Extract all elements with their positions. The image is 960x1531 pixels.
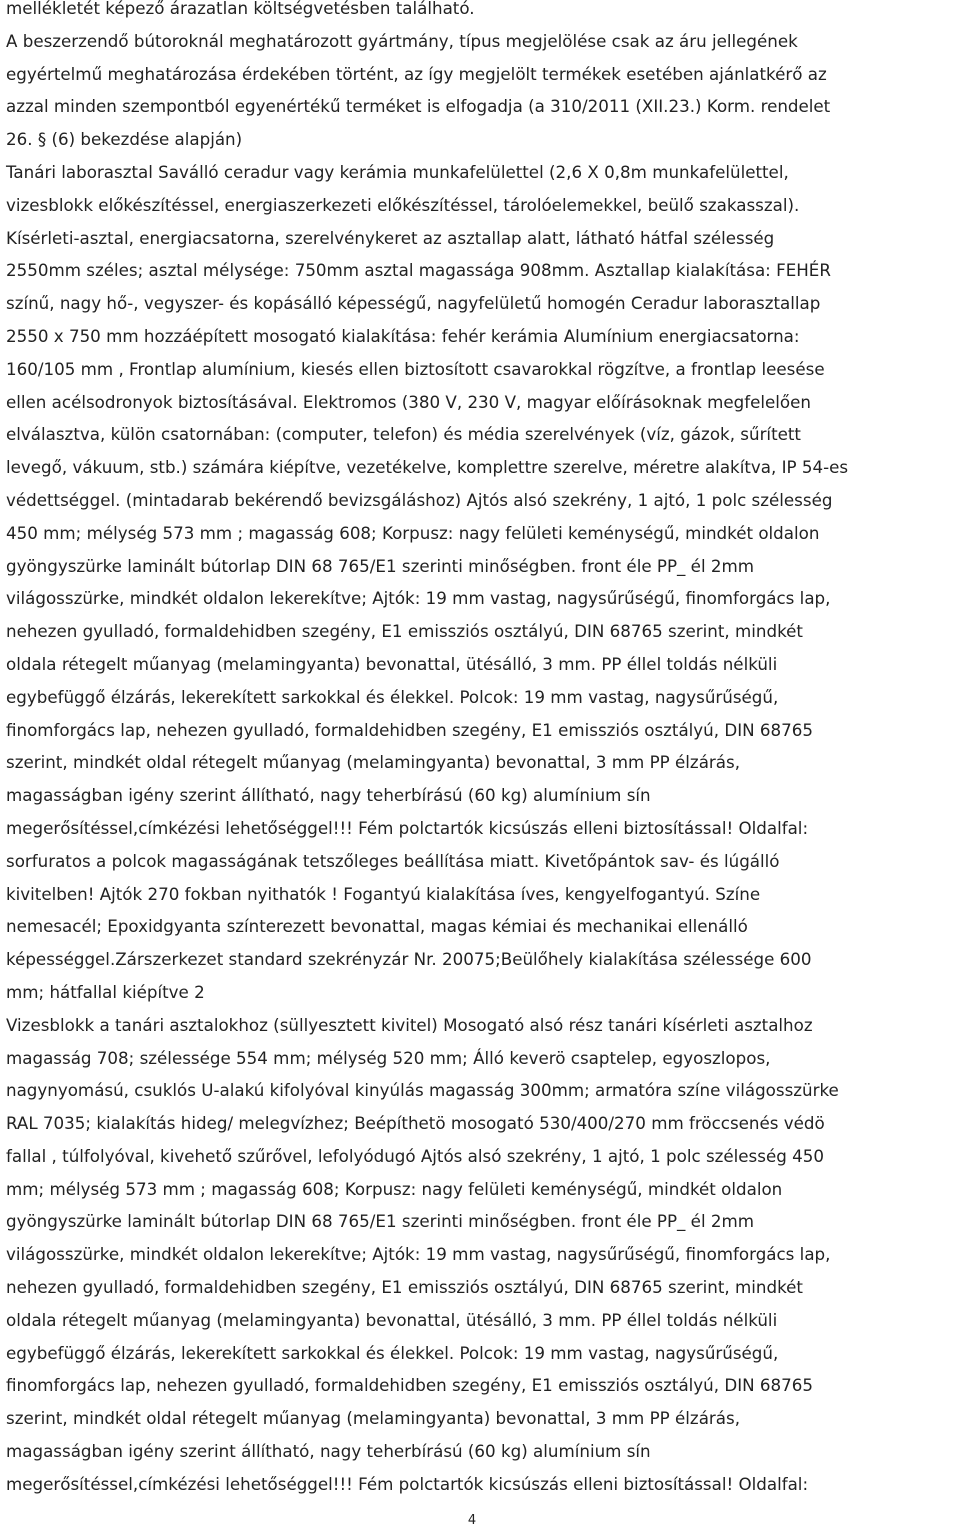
text-line: gyöngyszürke laminált bútorlap DIN 68 765/E1 szerinti minőségben. front éle PP_ él 2mm bbox=[6, 1211, 755, 1232]
text-line: elválasztva, külön csatornában: (computer, telefon) és média szerelvények (víz, gázok, sűrített bbox=[6, 424, 801, 445]
body-text bbox=[6, 0, 956, 1501]
text-line: mellékletét képező árazatlan költségvetésben található. bbox=[6, 0, 475, 18]
text-line: vizesblokk előkészítéssel, energiaszerkezeti előkészítéssel, tárolóelemekkel, beülő szakasszal). bbox=[6, 194, 800, 215]
text-line: Vizesblokk a tanári asztalokhoz (süllyesztett kivitel) Mosogató alsó rész tanári kísérleti asztalhoz bbox=[6, 1014, 813, 1035]
text-line: 2550 x 750 mm hozzáépített mosogató kialakítása: fehér kerámia Alumínium energiacsatorna: bbox=[6, 325, 800, 346]
text-line: szerint, mindkét oldal rétegelt műanyag (melamingyanta) bevonattal, 3 mm PP élzárás, bbox=[6, 752, 741, 773]
text-line: egyértelmű meghatározása érdekében történt, az így megjelölt termékek esetében ajánlatkérő az bbox=[6, 63, 827, 84]
text-line: képességgel.Zárszerkezet standard szekrényzár Nr. 20075;Beülőhely kialakítása szélessége 600 bbox=[6, 949, 812, 970]
text-line: 26. § (6) bekezdése alapján) bbox=[6, 129, 243, 150]
text-line: 160/105 mm , Frontlap alumínium, kiesés ellen biztosított csavarokkal rögzítve, a frontlap leesése bbox=[6, 358, 825, 379]
text-line: megerősítéssel,címkézési lehetőséggel!!! Fém polctartók kicsúszás elleni biztosítással! Oldalfal: bbox=[6, 1473, 809, 1494]
text-line: magasság 708; szélessége 554 mm; mélység 520 mm; Álló keverö csaptelep, egyoszlopos, bbox=[6, 1047, 771, 1068]
text-line: 2550mm széles; asztal mélysége: 750mm asztal magassága 908mm. Asztallap kialakítása: FEHÉR bbox=[6, 260, 831, 281]
text-line: nehezen gyulladó, formaldehidben szegény, E1 emissziós osztályú, DIN 68765 szerint, mindkét bbox=[6, 621, 803, 642]
text-line: finomforgács lap, nehezen gyulladó, formaldehidben szegény, E1 emissziós osztályú, DIN 68765 bbox=[6, 1375, 814, 1396]
text-line: világosszürke, mindkét oldalon lekerekítve; Ajtók: 19 mm vastag, nagysűrűségű, finomforgács lap, bbox=[6, 588, 831, 609]
text-line: sorfuratos a polcok magasságának tetszőleges beállítása miatt. Kivetőpántok sav- és lúgálló bbox=[6, 850, 780, 871]
text-line: védettséggel. (mintadarab bekérendő bevizsgáláshoz) Ajtós alsó szekrény, 1 ajtó, 1 polc szélesség bbox=[6, 489, 833, 510]
text-line: egybefüggő élzárás, lekerekített sarkokkal és élekkel. Polcok: 19 mm vastag, nagysűrűségű, bbox=[6, 1342, 779, 1363]
text-line: szerint, mindkét oldal rétegelt műanyag (melamingyanta) bevonattal, 3 mm PP élzárás, bbox=[6, 1408, 741, 1429]
text-line: fallal , túlfolyóval, kivehető szűrővel, lefolyódugó Ajtós alsó szekrény, 1 ajtó, 1 polc szélesség 450 bbox=[6, 1145, 824, 1166]
text-line: Kísérleti-asztal, energiacsatorna, szerelvénykeret az asztallap alatt, látható hátfal szélesség bbox=[6, 227, 775, 248]
text-line: oldala rétegelt műanyag (melamingyanta) bevonattal, ütésálló, 3 mm. PP éllel toldás nélküli bbox=[6, 653, 778, 674]
text-line: 450 mm; mélység 573 mm ; magasság 608; Korpusz: nagy felületi keménységű, mindkét oldalon bbox=[6, 522, 820, 543]
text-line: nagynyomású, csuklós U-alakú kifolyóval kinyúlás magasság 300mm; armatóra színe világosszürke bbox=[6, 1080, 839, 1101]
page-number: 4 bbox=[467, 1513, 477, 1528]
text-line: gyöngyszürke laminált bútorlap DIN 68 765/E1 szerinti minőségben. front éle PP_ él 2mm bbox=[6, 555, 755, 576]
text-line: megerősítéssel,címkézési lehetőséggel!!! Fém polctartók kicsúszás elleni biztosítással! Oldalfal: bbox=[6, 817, 809, 838]
text-line: magasságban igény szerint állítható, nagy teherbírású (60 kg) alumínium sín bbox=[6, 1441, 651, 1462]
text-line: színű, nagy hő-, vegyszer- és kopásálló képességű, nagyfelületű homogén Ceradur laborasztallap bbox=[6, 293, 821, 314]
text-line: nemesacél; Epoxidgyanta színterezett bevonattal, magas kémiai és mechanikai ellenálló bbox=[6, 916, 748, 937]
text-line: Tanári laborasztal Saválló ceradur vagy kerámia munkafelülettel (2,6 X 0,8m munkafelülettel, bbox=[6, 161, 789, 182]
text-line: magasságban igény szerint állítható, nagy teherbírású (60 kg) alumínium sín bbox=[6, 785, 651, 806]
text-line: finomforgács lap, nehezen gyulladó, formaldehidben szegény, E1 emissziós osztályú, DIN 68765 bbox=[6, 719, 814, 740]
text-line: mm; hátfallal kiépítve 2 bbox=[6, 981, 205, 1002]
text-line: oldala rétegelt műanyag (melamingyanta) bevonattal, ütésálló, 3 mm. PP éllel toldás nélküli bbox=[6, 1309, 778, 1330]
text-line: A beszerzendő bútoroknál meghatározott gyártmány, típus megjelölése csak az áru jellegének bbox=[6, 30, 798, 51]
text-line: kivitelben! Ajtók 270 fokban nyithatók ! Fogantyú kialakítása íves, kengyelfogantyú. Színe bbox=[6, 883, 761, 904]
text-line: világosszürke, mindkét oldalon lekerekítve; Ajtók: 19 mm vastag, nagysűrűségű, finomforgács lap, bbox=[6, 1244, 831, 1265]
text-line: RAL 7035; kialakítás hideg/ melegvízhez; Beépíthetö mosogató 530/400/270 mm fröccsenés védö bbox=[6, 1113, 825, 1134]
text-line: mm; mélység 573 mm ; magasság 608; Korpusz: nagy felületi keménységű, mindkét oldalon bbox=[6, 1178, 783, 1199]
text-line: egybefüggő élzárás, lekerekített sarkokkal és élekkel. Polcok: 19 mm vastag, nagysűrűségű, bbox=[6, 686, 779, 707]
text-line: ellen acélsodronyok biztosításával. Elektromos (380 V, 230 V, magyar előírásoknak megfelelően bbox=[6, 391, 811, 412]
text-line: azzal minden szempontból egyenértékű terméket is elfogadja (a 310/2011 (XII.23.) Korm. rendelet bbox=[6, 96, 831, 117]
text-line: levegő, vákuum, stb.) számára kiépítve, vezetékelve, komplettre szerelve, méretre alakítva, IP 54-es bbox=[6, 457, 849, 478]
text-line: nehezen gyulladó, formaldehidben szegény, E1 emissziós osztályú, DIN 68765 szerint, mindkét bbox=[6, 1277, 803, 1298]
